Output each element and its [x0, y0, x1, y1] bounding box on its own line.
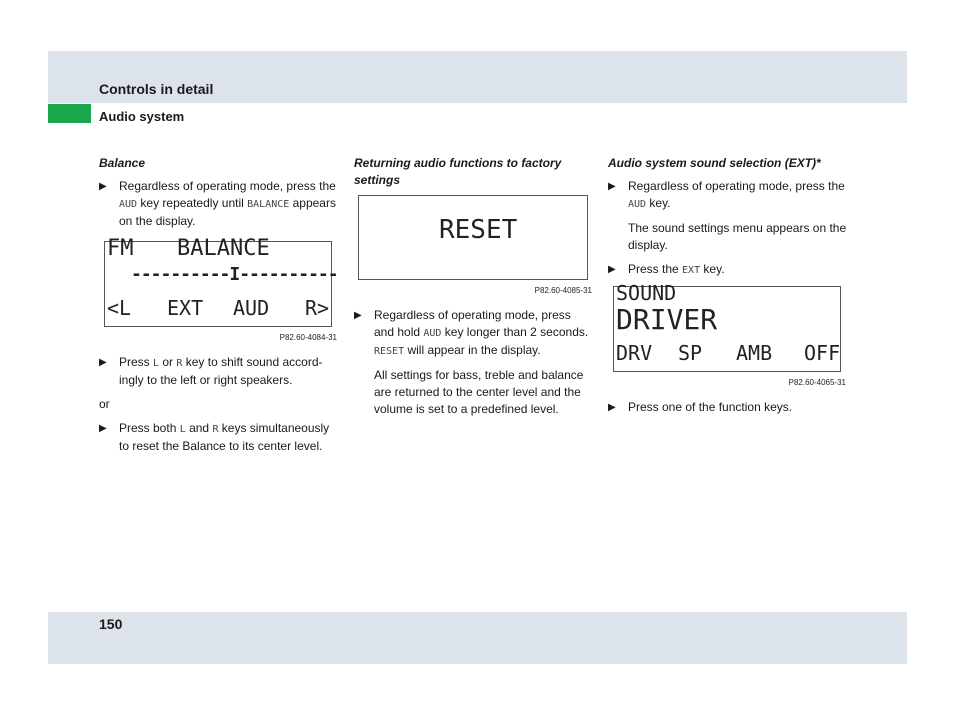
reset-heading: Returning audio functions to factory settings — [354, 156, 562, 187]
arrow-right-icon: ▶ — [608, 264, 616, 275]
figure-id: P82.60-4065-31 — [788, 378, 846, 387]
ext-key: EXT — [682, 265, 701, 276]
reset-step-1: ▶ Regardless of operating mode, press and hold AUD key longer than 2 seconds. RESET will appear in the display. — [354, 308, 589, 357]
page-number: 150 — [99, 616, 123, 632]
column-sound — [608, 155, 848, 423]
l-key: L — [179, 424, 186, 435]
figure-id: P82.60-4085-31 — [534, 286, 592, 295]
display-amb: AMB — [736, 341, 773, 365]
aud-key: AUD — [628, 199, 647, 210]
display-right-key: R> — [305, 296, 330, 320]
arrow-right-icon: ▶ — [608, 402, 616, 413]
sound-display — [613, 281, 841, 372]
display-sound: SOUND — [616, 281, 677, 305]
figure-id: P82.60-4084-31 — [279, 333, 337, 342]
display-balance: BALANCE — [177, 236, 270, 261]
arrow-right-icon: ▶ — [99, 357, 107, 368]
arrow-right-icon: ▶ — [354, 310, 362, 321]
display-sp: SP — [678, 341, 703, 365]
aud-key: AUD — [423, 328, 442, 339]
display-fm: FM — [107, 236, 134, 261]
display-left-key: <L — [107, 296, 132, 320]
reset-display — [358, 195, 588, 280]
sound-step-1: ▶ Regardless of operating mode, press the AUD key. — [608, 179, 845, 210]
arrow-right-icon: ▶ — [608, 181, 616, 192]
balance-step-1: ▶ Regardless of operating mode, press the AUD key repeatedly until BALANCE appears on the display. — [99, 179, 336, 228]
display-reset: RESET — [439, 215, 518, 245]
balance-heading: Balance — [99, 156, 146, 170]
footer-band — [48, 612, 907, 664]
l-key: L — [153, 358, 160, 369]
aud-key: AUD — [119, 199, 138, 210]
display-aud-key: AUD — [233, 296, 270, 320]
or-text: or — [99, 397, 110, 411]
balance-label: BALANCE — [247, 199, 290, 210]
reset-note: All settings for bass, treble and balance are returned to the center level and the volume is set to a predefined level. — [374, 368, 584, 416]
sound-heading: Audio system sound selection (EXT)* — [608, 156, 821, 170]
r-key: R — [212, 424, 219, 435]
column-balance — [99, 155, 339, 462]
balance-step-3: ▶ Press both L and R keys simultaneously to reset the Balance to its center level. — [99, 421, 330, 453]
sound-step-3: ▶ Press one of the function keys. — [608, 400, 793, 414]
column-reset — [354, 155, 594, 425]
sound-note: The sound settings menu appears on the display. — [628, 221, 847, 252]
display-ext-key: EXT — [167, 296, 204, 320]
arrow-right-icon: ▶ — [99, 181, 107, 192]
sound-step-2: ▶ Press the EXT key. — [608, 262, 725, 276]
r-key: R — [176, 358, 183, 369]
balance-step-2: ▶ Press L or R key to shift sound accord-ingly to the left or right speakers. — [99, 355, 323, 387]
display-balance-bar: ----------I---------- — [131, 264, 338, 285]
display-off: OFF — [804, 341, 841, 365]
display-drv: DRV — [616, 341, 653, 365]
section-title: Controls in detail — [99, 81, 214, 97]
section-marker — [48, 104, 91, 123]
display-driver: DRIVER — [616, 303, 718, 336]
reset-label: RESET — [374, 346, 405, 357]
subsection-title: Audio system — [99, 109, 185, 124]
balance-display — [104, 236, 338, 327]
arrow-right-icon: ▶ — [99, 423, 107, 434]
